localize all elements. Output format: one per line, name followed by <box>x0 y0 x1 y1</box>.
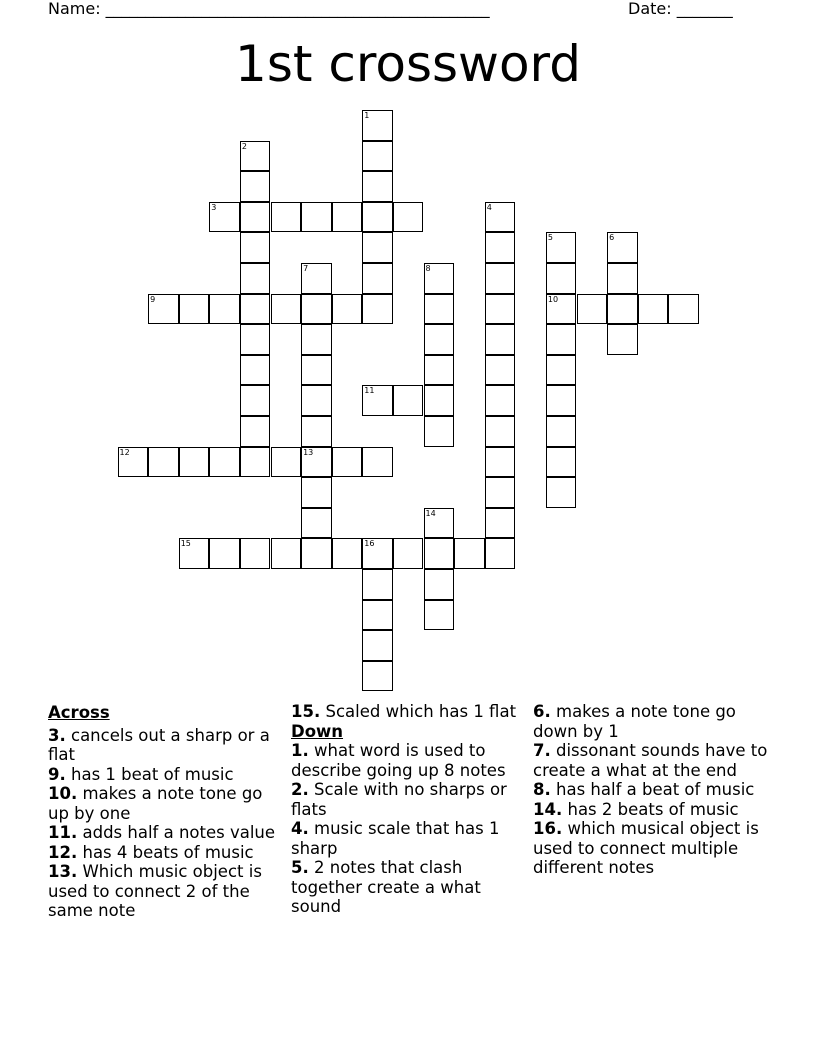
grid-cell[interactable] <box>485 416 516 447</box>
grid-cell[interactable] <box>240 447 271 478</box>
grid-cell[interactable] <box>485 324 516 355</box>
grid-cell[interactable] <box>485 447 516 478</box>
name-line: Name: ________________________________________________ <box>48 0 490 18</box>
grid-cell[interactable] <box>209 294 240 325</box>
grid-cell[interactable] <box>209 538 240 569</box>
grid-cell[interactable] <box>485 202 516 233</box>
grid-cell[interactable] <box>638 294 669 325</box>
clue-number: 11. <box>48 823 78 842</box>
cell-number: 9 <box>150 294 156 304</box>
clue-text: has 2 beats of music <box>567 799 739 819</box>
grid-cell[interactable] <box>271 538 302 569</box>
grid-cell[interactable] <box>301 538 332 569</box>
grid-cell[interactable] <box>424 324 455 355</box>
across-clue-13 <box>48 862 280 921</box>
cell-number: 4 <box>486 202 492 212</box>
grid-cell[interactable] <box>485 232 516 263</box>
down-clue-14 <box>533 800 773 820</box>
grid-cell[interactable] <box>607 263 638 294</box>
clue-text: has 4 beats of music <box>82 842 254 862</box>
grid-cell[interactable] <box>301 447 332 478</box>
grid-cell[interactable] <box>209 202 240 233</box>
clues-column-3 <box>533 702 773 878</box>
grid-cell[interactable] <box>362 294 393 325</box>
clue-number: 7. <box>533 741 551 760</box>
down-clue-8 <box>533 780 773 800</box>
grid-cell[interactable] <box>607 324 638 355</box>
clue-number: 3. <box>48 725 66 745</box>
across-clue-12 <box>48 843 280 863</box>
down-clue-16 <box>533 819 773 878</box>
cell-number: 6 <box>609 233 615 243</box>
cell-number: 7 <box>303 264 309 273</box>
grid-cell[interactable] <box>546 477 577 508</box>
grid-cell[interactable] <box>301 263 332 294</box>
grid-cell[interactable] <box>607 294 638 325</box>
clue-text: music scale that has 1 sharp <box>291 819 500 858</box>
grid-cell[interactable] <box>301 324 332 355</box>
grid-cell[interactable] <box>424 600 455 631</box>
down-clue-4 <box>291 819 527 858</box>
grid-cell[interactable] <box>301 355 332 386</box>
clue-text: Which music object is used to connect 2 of the same note <box>48 862 262 920</box>
grid-cell[interactable] <box>362 447 393 478</box>
clue-number: 8. <box>533 780 551 799</box>
down-clue-5 <box>291 858 527 917</box>
grid-cell[interactable] <box>240 324 271 355</box>
clue-text: makes a note tone go down by 1 <box>533 702 736 741</box>
grid-cell[interactable] <box>240 263 271 294</box>
cell-number: 2 <box>241 141 247 151</box>
grid-cell[interactable] <box>332 202 363 233</box>
grid-cell[interactable] <box>240 416 271 447</box>
grid-cell[interactable] <box>362 171 393 202</box>
grid-cell[interactable] <box>179 447 210 478</box>
grid-cell[interactable] <box>424 508 455 539</box>
grid-cell[interactable] <box>424 355 455 386</box>
grid-cell[interactable] <box>301 202 332 233</box>
grid-cell[interactable] <box>546 385 577 416</box>
clue-number: 14. <box>533 799 563 819</box>
grid-cell[interactable] <box>546 416 577 447</box>
grid-cell[interactable] <box>485 355 516 386</box>
clue-text: what word is used to describe going up 8 notes <box>291 741 506 780</box>
grid-cell[interactable] <box>393 202 424 233</box>
grid-cell[interactable] <box>393 538 424 569</box>
grid-cell[interactable] <box>271 294 302 325</box>
grid-cell[interactable] <box>362 232 393 263</box>
clue-number: 5. <box>291 858 309 877</box>
across-clue-11 <box>48 823 280 843</box>
grid-cell[interactable] <box>362 202 393 233</box>
grid-cell[interactable] <box>240 355 271 386</box>
grid-cell[interactable] <box>424 385 455 416</box>
grid-cell[interactable] <box>301 477 332 508</box>
across-clue-10 <box>48 784 280 823</box>
down-heading: Down <box>291 721 344 741</box>
cell-number: 11 <box>364 386 375 396</box>
grid-cell[interactable] <box>546 232 577 263</box>
grid-cell[interactable] <box>332 447 363 478</box>
grid-cell[interactable] <box>454 538 485 569</box>
cell-number: 14 <box>425 508 436 518</box>
grid-cell[interactable] <box>424 294 455 325</box>
cell-number: 10 <box>547 294 559 304</box>
grid-cell[interactable] <box>148 447 179 478</box>
clue-text: dissonant sounds have to create a what at the end <box>533 741 768 780</box>
grid-cell[interactable] <box>485 508 516 539</box>
grid-cell[interactable] <box>362 661 393 692</box>
grid-cell[interactable] <box>148 294 179 325</box>
grid-cell[interactable] <box>240 141 271 172</box>
clue-number: 12. <box>48 842 78 862</box>
grid-cell[interactable] <box>485 538 516 569</box>
grid-cell[interactable] <box>362 600 393 631</box>
clue-text: makes a note tone go up by one <box>48 784 263 823</box>
down-clue-6 <box>533 702 773 741</box>
grid-cell[interactable] <box>301 508 332 539</box>
grid-cell[interactable] <box>362 263 393 294</box>
grid-cell[interactable] <box>393 385 424 416</box>
grid-cell[interactable] <box>424 538 455 569</box>
across-heading: Across <box>48 703 110 722</box>
page-title: 1st crossword <box>235 35 581 93</box>
clue-number: 9. <box>48 764 66 784</box>
clue-number: 13. <box>48 862 78 881</box>
cell-number: 8 <box>425 264 431 273</box>
clues-column-2 <box>291 702 527 917</box>
grid-cell[interactable] <box>546 355 577 386</box>
across-clue-9 <box>48 765 280 785</box>
clue-number: 15. <box>291 702 321 721</box>
grid-cell[interactable] <box>209 447 240 478</box>
grid-cell[interactable] <box>332 538 363 569</box>
cell-number: 5 <box>547 233 553 243</box>
grid-cell[interactable] <box>485 294 516 325</box>
clue-text: Scale with no sharps or flats <box>291 780 507 819</box>
clue-number: 6. <box>533 702 551 721</box>
across-clue-3 <box>48 726 280 765</box>
across-clue-15 <box>291 702 527 722</box>
clue-number: 1. <box>291 741 309 760</box>
date-line: Date: _______ <box>628 0 733 18</box>
grid-cell[interactable] <box>301 294 332 325</box>
grid-cell[interactable] <box>485 263 516 294</box>
clues-column-1 <box>48 702 280 921</box>
clue-text: adds half a notes value <box>82 823 276 842</box>
grid-cell[interactable] <box>424 263 455 294</box>
grid-cell[interactable] <box>362 630 393 661</box>
down-clue-2 <box>291 780 527 819</box>
grid-cell[interactable] <box>240 232 271 263</box>
grid-cell[interactable] <box>546 263 577 294</box>
grid-cell[interactable] <box>424 416 455 447</box>
grid-cell[interactable] <box>485 477 516 508</box>
cell-number: 1 <box>364 111 370 120</box>
clue-text: has 1 beat of music <box>71 764 234 784</box>
clue-text: cancels out a sharp or a flat <box>48 725 270 764</box>
grid-cell[interactable] <box>301 385 332 416</box>
grid-cell[interactable] <box>179 538 210 569</box>
grid-cell[interactable] <box>240 294 271 325</box>
cell-number: 15 <box>180 539 191 549</box>
grid-cell[interactable] <box>485 385 516 416</box>
grid-cell[interactable] <box>577 294 608 325</box>
grid-cell[interactable] <box>362 569 393 600</box>
grid-cell[interactable] <box>301 416 332 447</box>
clue-number: 4. <box>291 819 309 838</box>
cell-number: 3 <box>211 202 217 212</box>
grid-cell[interactable] <box>240 171 271 202</box>
clue-number: 10. <box>48 784 78 803</box>
grid-cell[interactable] <box>240 538 271 569</box>
grid-cell[interactable] <box>332 294 363 325</box>
grid-cell[interactable] <box>362 385 393 416</box>
clue-text: has half a beat of music <box>556 780 755 799</box>
grid-cell[interactable] <box>179 294 210 325</box>
grid-cell[interactable] <box>271 447 302 478</box>
clue-text: 2 notes that clash together create a what sound <box>291 858 481 916</box>
grid-cell[interactable] <box>362 110 393 141</box>
cell-number: 13 <box>303 447 314 457</box>
grid-cell[interactable] <box>240 202 271 233</box>
down-clue-7 <box>533 741 773 780</box>
grid-cell[interactable] <box>546 447 577 478</box>
down-clue-1 <box>291 741 527 780</box>
clue-number: 2. <box>291 780 309 799</box>
grid-cell[interactable] <box>118 447 149 478</box>
grid-cell[interactable] <box>668 294 699 325</box>
grid-cell[interactable] <box>362 538 393 569</box>
clue-number: 16. <box>533 819 563 838</box>
grid-cell[interactable] <box>546 294 577 325</box>
grid-cell[interactable] <box>362 141 393 172</box>
grid-cell[interactable] <box>546 324 577 355</box>
clue-text: which musical object is used to connect multiple different notes <box>533 819 759 877</box>
grid-cell[interactable] <box>424 569 455 600</box>
clue-text: Scaled which has 1 flat <box>325 702 517 721</box>
grid-cell[interactable] <box>271 202 302 233</box>
cell-number: 12 <box>119 447 130 457</box>
cell-number: 16 <box>364 539 375 549</box>
grid-cell[interactable] <box>240 385 271 416</box>
grid-cell[interactable] <box>607 232 638 263</box>
